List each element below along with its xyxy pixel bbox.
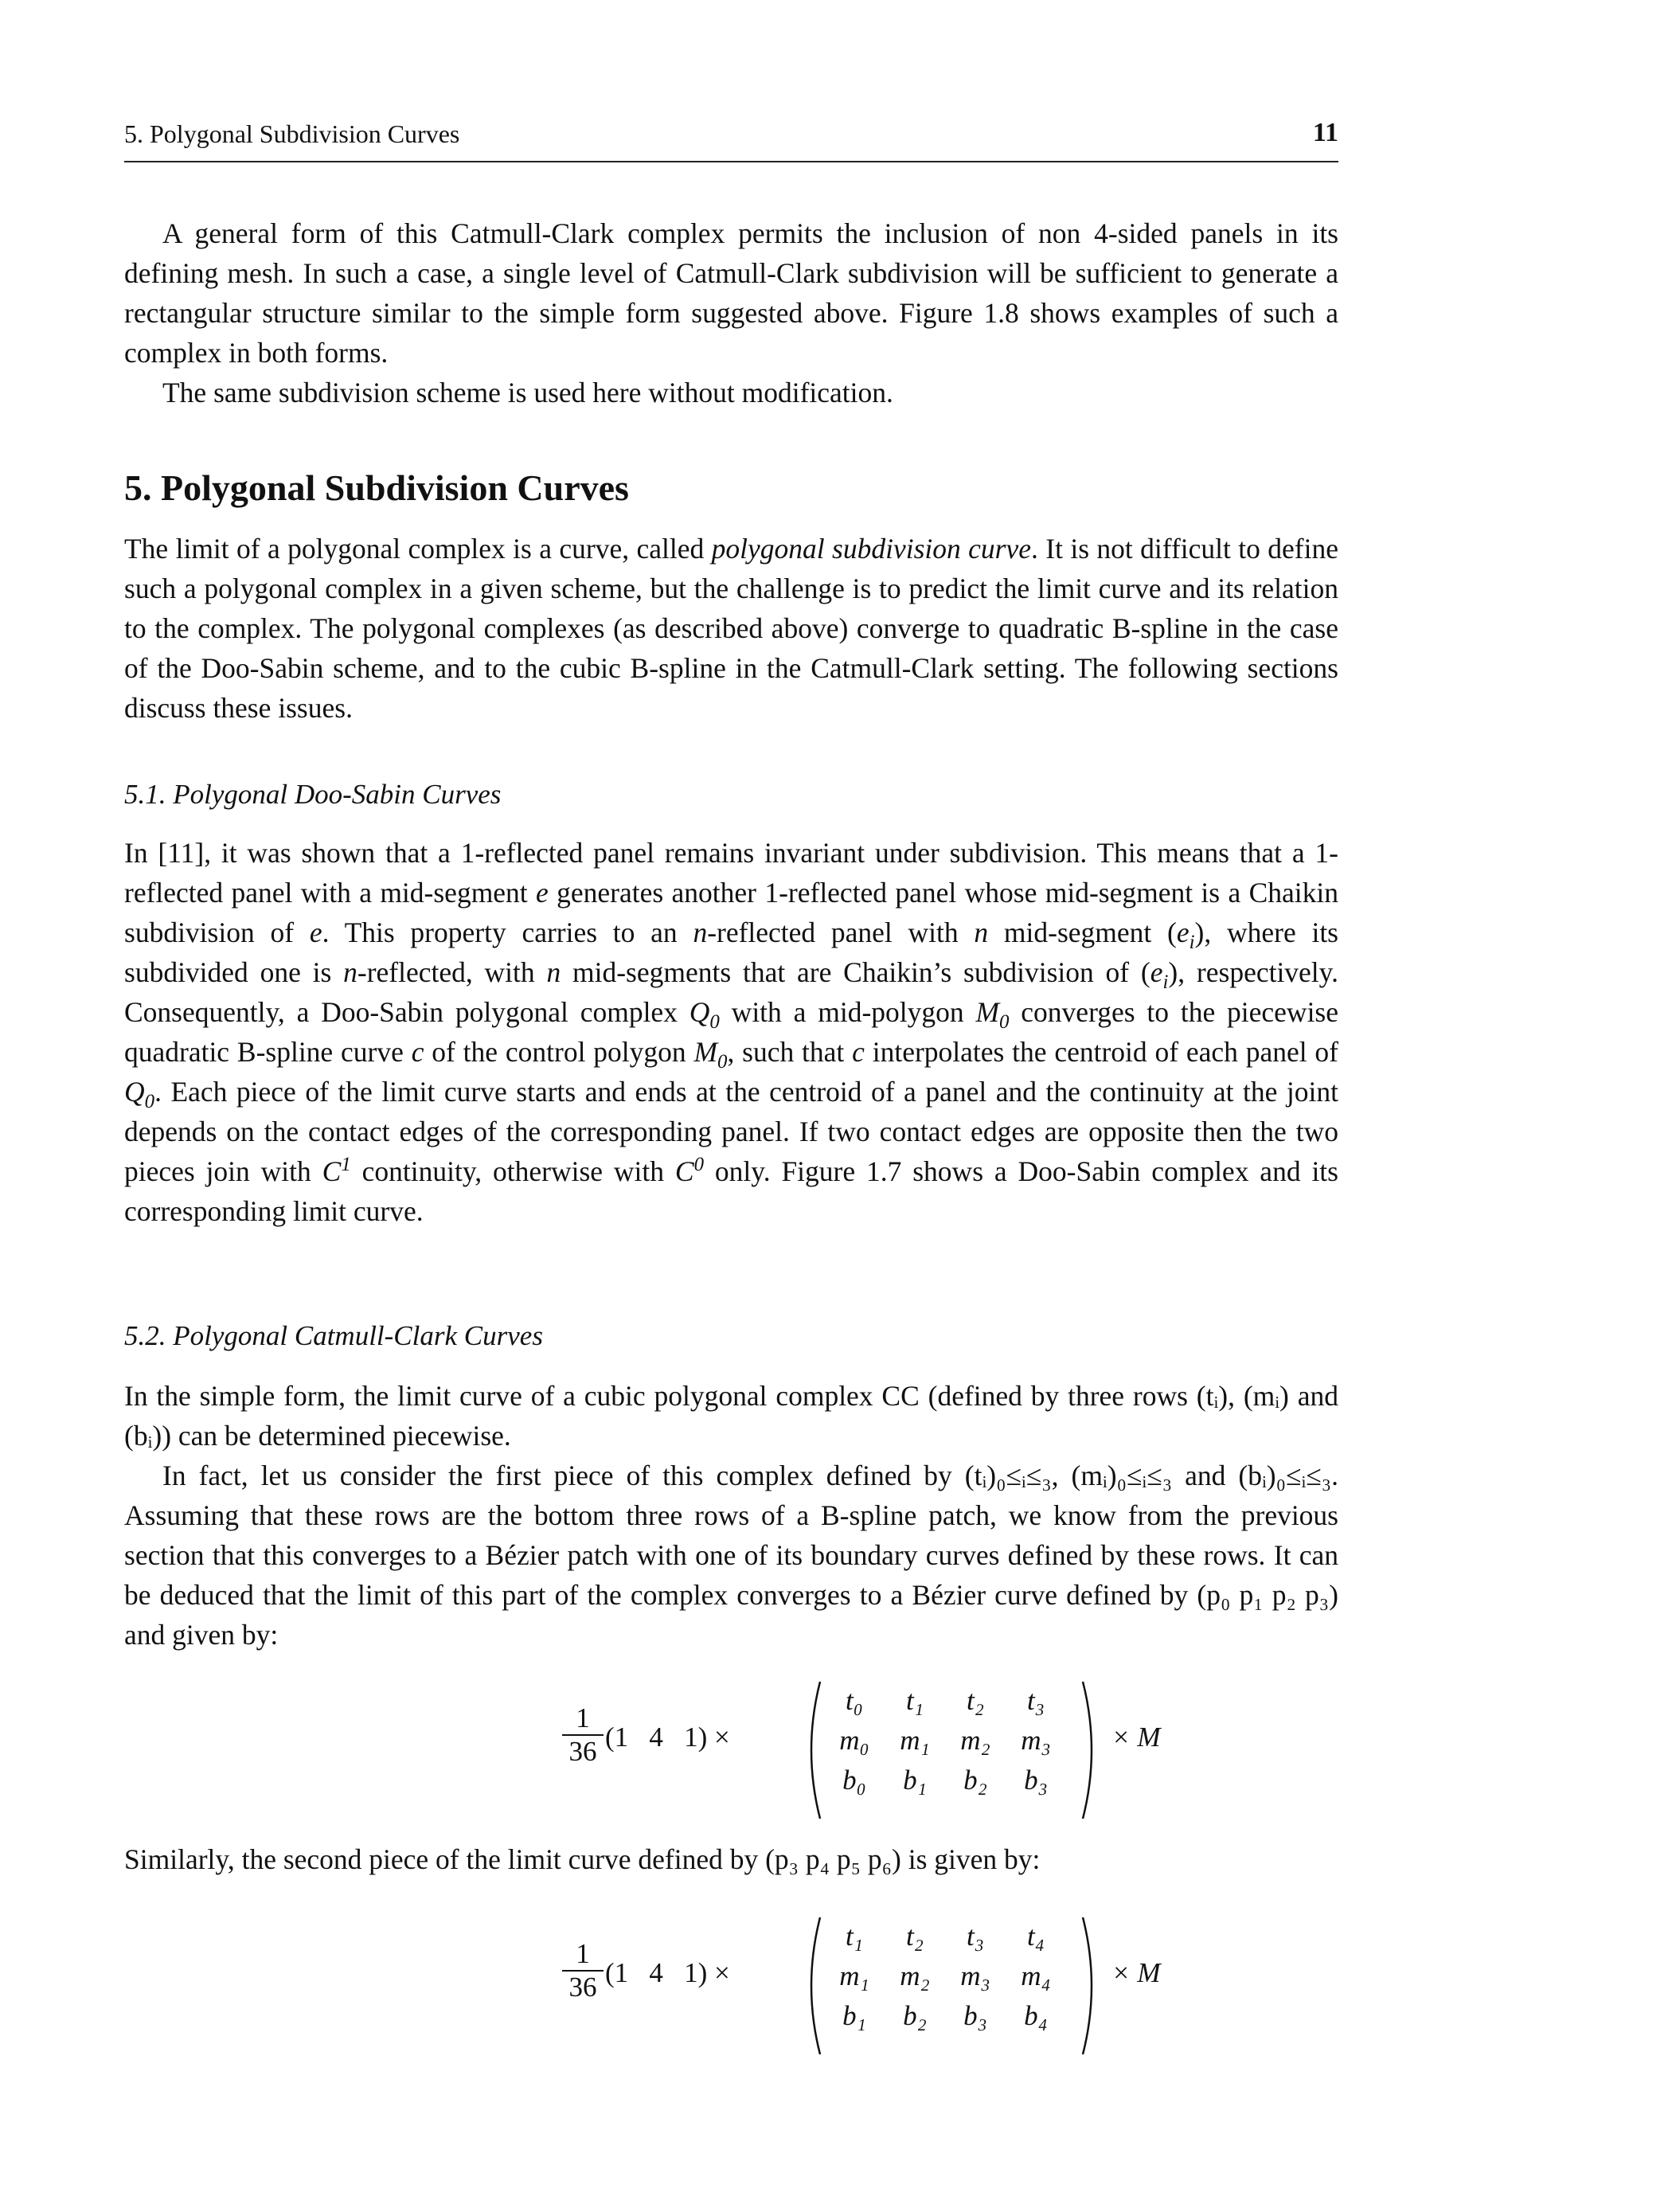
s51-text: . This property carries to an [322,916,693,948]
math-ei: $e_i$ [1176,916,1195,954]
section-5-1-heading: 5.1. Polygonal Doo-Sabin Curves [124,779,502,810]
s51-text: generates another 1-reflected panel whose mid-segment is a Chaikin subdivision of [124,877,1338,948]
s51-text: continuity, otherwise with [350,1155,675,1187]
matrix-cell: b₂ [963,1765,987,1796]
s51-text: interpolates the centroid of each panel of [864,1036,1339,1068]
math-n: n [974,916,989,948]
right-paren [1080,1679,1104,1822]
matrix-cell: m₄ [1021,1960,1051,1991]
matrix-cell: t₃ [1027,1685,1045,1716]
s5-term: polygonal subdivision curve [711,533,1031,565]
section-5-2-heading: 5.2. Polygonal Catmull-Clark Curves [124,1320,543,1351]
page-number: 11 [1312,118,1338,147]
math-C0: $C^0$ [674,1154,705,1187]
times-M: × M [1111,1957,1161,1988]
matrix-cell: t₂ [967,1685,984,1716]
intro-paragraph-1: A general form of this Catmull-Clark complex permits the inclusion of non 4-sided panels in its defining mesh. In such a case, a single level of Catmull-Clark subdivision will be sufficient to generate a rectangular structure similar to the simple form suggested above. Figure 1.8 shows examples of such a complex in both forms. [124,217,1338,369]
matrix-cell: b₁ [842,2000,866,2031]
math-C1: $C^1$ [322,1154,351,1187]
fraction [562,1938,604,2003]
s52-paragraph-3: Similarly, the second piece of the limit curve defined by (p₃ p₄ p₅ p₆) is given by: [124,1843,1041,1875]
math-M0: $M_0$ [693,1036,728,1073]
equation-1 [427,1679,1303,1822]
s51-text: ), respectively. Consequently, a Doo-Sabin polygonal complex [124,956,1338,1028]
section-5-heading: 5. Polygonal Subdivision Curves [124,467,629,508]
fraction [562,1702,604,1768]
fraction-denominator: 36 [568,1972,597,2003]
math-ei: $e_i$ [1150,956,1169,994]
intro-section [124,213,1338,412]
fraction-numerator: 1 [562,1702,604,1736]
math-e: e [536,877,549,909]
math-Q0: $Q_0$ [124,1076,155,1113]
matrix-cell: m₂ [960,1725,990,1756]
right-paren [1080,1914,1104,2058]
fraction-denominator: 36 [568,1736,597,1767]
s51-text: ), where its subdivided one is [124,916,1338,988]
s51-text: mid-segments that are Chaikin’s subdivision of ( [561,956,1150,988]
math-c: c [411,1036,424,1068]
math-n: n [546,956,561,988]
left-paren [799,1679,823,1822]
s51-text: . Each piece of the limit curve starts and ends at the centroid of a panel and the continuity at the joint depends on the contact edges of the corresponding panel. If two contact edges are opposite then the two pieces join with [124,1076,1338,1187]
matrix-cell: m₃ [960,1960,990,1991]
weight-vector: (1 4 1) × [605,1957,730,1988]
math-n: n [343,956,357,988]
s52-paragraph-2: In fact, let us consider the first piece of this complex defined by (tᵢ)₀≤ᵢ≤₃, (mᵢ)₀≤ᵢ≤₃ and (bᵢ)₀≤ᵢ≤₃. Assuming that these rows are the bottom three rows of a B-spline patch, we know from the previous section that this converges to a Bézier patch with one of its boundary curves defined by these rows. It can be deduced that the limit of this part of the complex converges to a Bézier curve defined by (p₀ p₁ p₂ p₃) and given by: [124,1460,1338,1651]
matrix-cell: b₄ [1024,2000,1048,2031]
s51-text: , such that [727,1036,853,1068]
fraction-numerator: 1 [562,1938,604,1972]
s52-paragraph-1: In the simple form, the limit curve of a cubic polygonal complex CC (defined by three rows (tᵢ), (mᵢ) and (bᵢ)) can be determined piecewise. [124,1380,1338,1452]
math-n: n [693,916,708,948]
matrix-cell: t₀ [846,1685,863,1716]
section-5-2-paragraphs [124,1376,1338,1655]
s5-text-a: The limit of a polygonal complex is a curve, called [124,533,712,565]
section-5-1-paragraph [124,833,1338,1231]
matrix-cell: m₂ [900,1960,930,1991]
matrix-cell: m₁ [839,1960,869,1991]
matrix-cell: b₃ [963,2000,987,2031]
matrix-cell: t₂ [906,1921,924,1952]
s51-text: with a mid-polygon [719,996,976,1028]
matrix-cell: m₀ [839,1725,869,1756]
s51-text: -reflected, with [357,956,547,988]
math-e: e [309,916,322,948]
matrix-cell: b₃ [1024,1765,1048,1796]
matrix-cell: t₁ [846,1921,863,1952]
matrix-cell: t₁ [906,1685,924,1716]
s5-text-b: . It is not difficult to define such a polygonal complex in a given scheme, but the challenge is to predict the limit curve and its relation to the complex. The polygonal complexes (as described above) converge to quadratic B-spline in the case of the Doo-Sabin scheme, and to the cubic B-spline in the Catmull-Clark setting. The following sections discuss these issues. [124,533,1338,724]
s51-text: only. Figure 1.7 shows a Doo-Sabin complex and its corresponding limit curve. [124,1155,1338,1227]
matrix-cell: m₃ [1021,1725,1051,1756]
left-paren [799,1914,823,2058]
math-c: c [852,1036,865,1068]
matrix-cell: b₂ [903,2000,927,2031]
running-header [124,119,1338,162]
s51-text: converges to the piecewise quadratic B-spline curve [124,996,1339,1068]
running-title: 5. Polygonal Subdivision Curves [124,119,460,148]
section-5-paragraph [124,529,1338,728]
math-Q0: $Q_0$ [689,996,720,1034]
matrix-cell: t₄ [1027,1921,1045,1952]
s51-text: -reflected panel with [707,916,975,948]
times-M: × M [1111,1722,1161,1753]
s51-text: In [11], it was shown that a 1-reflected panel remains invariant under subdivision. This means that a 1-reflected panel with a mid-segment [124,837,1338,909]
intro-paragraph-2: The same subdivision scheme is used here without modification. [162,377,893,408]
weight-vector: (1 4 1) × [605,1722,730,1753]
matrix-cell: b₀ [842,1765,866,1796]
equation-2 [427,1914,1303,2058]
s51-text: mid-segment ( [988,916,1177,948]
matrix-cell: m₁ [900,1725,930,1756]
s51-text: of the control polygon [424,1036,694,1068]
math-M0: $M_0$ [975,996,1010,1034]
matrix-cell: t₃ [967,1921,984,1952]
matrix-cell: b₁ [903,1765,927,1796]
